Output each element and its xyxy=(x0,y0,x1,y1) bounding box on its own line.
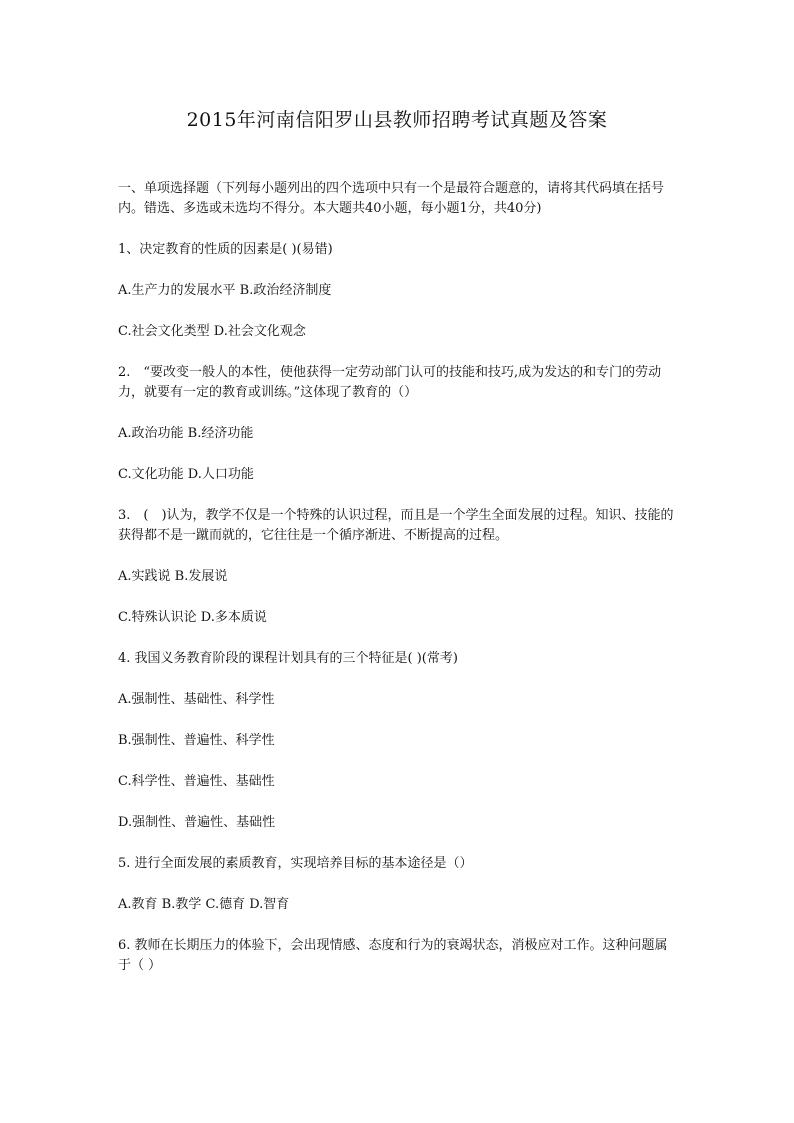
question-4-option-line: A.强制性、基础性、科学性 xyxy=(118,692,275,707)
question-3-option-line: A.实践说 B.发展说 xyxy=(118,569,228,584)
question-1-option-line: C.社会文化类型 D.社会文化观念 xyxy=(118,324,306,339)
question-2-stem: 2. “要改变一般人的本性，使他获得一定劳动部门认可的技能和技巧,成为发达的和专门的劳动力，就要有一定的教育或训练。”这体现了教育的（） xyxy=(118,365,662,400)
question-3-option-line: C.特殊认识论 D.多本质说 xyxy=(118,610,267,625)
question-1-stem: 1、决定教育的性质的因素是( )(易错) xyxy=(118,242,333,257)
question-6-stem: 6. 教师在长期压力的体验下，会出现情感、态度和行为的衰竭状态，消极应对工作。这种问题属于（ ） xyxy=(118,938,668,973)
question-3-stem: 3. ( )认为，教学不仅是一个特殊的认识过程，而且是一个学生全面发展的过程。知识、技能的获得都不是一蹴而就的，它往往是一个循序渐进、不断提高的过程。 xyxy=(118,508,674,543)
question-4-option-line: C.科学性、普遍性、基础性 xyxy=(118,774,275,789)
question-2-option-line: A.政治功能 B.经济功能 xyxy=(118,426,254,441)
question-4-option-line: D.强制性、普遍性、基础性 xyxy=(118,815,276,830)
question-5-option-line: A.教育 B.教学 C.德育 D.智育 xyxy=(118,897,290,912)
question-5-stem: 5. 进行全面发展的素质教育，实现培养目标的基本途径是（） xyxy=(118,856,473,871)
document-body xyxy=(118,179,680,976)
question-4-option-line: B.强制性、普遍性、科学性 xyxy=(118,733,275,748)
section-heading: 一、单项选择题（下列每小题列出的四个选项中只有一个是最符合题意的，请将其代码填在括号内。错选、多选或未选均不得分。本大题共40小题，每小题1分，共40分) xyxy=(118,181,665,216)
page-title: 2015年河南信阳罗山县教师招聘考试真题及答案 xyxy=(186,109,608,131)
question-4-stem: 4. 我国义务教育阶段的课程计划具有的三个特征是( )(常考) xyxy=(118,651,458,666)
question-1-option-line: A.生产力的发展水平 B.政治经济制度 xyxy=(118,283,332,298)
question-2-option-line: C.文化功能 D.人口功能 xyxy=(118,467,254,482)
